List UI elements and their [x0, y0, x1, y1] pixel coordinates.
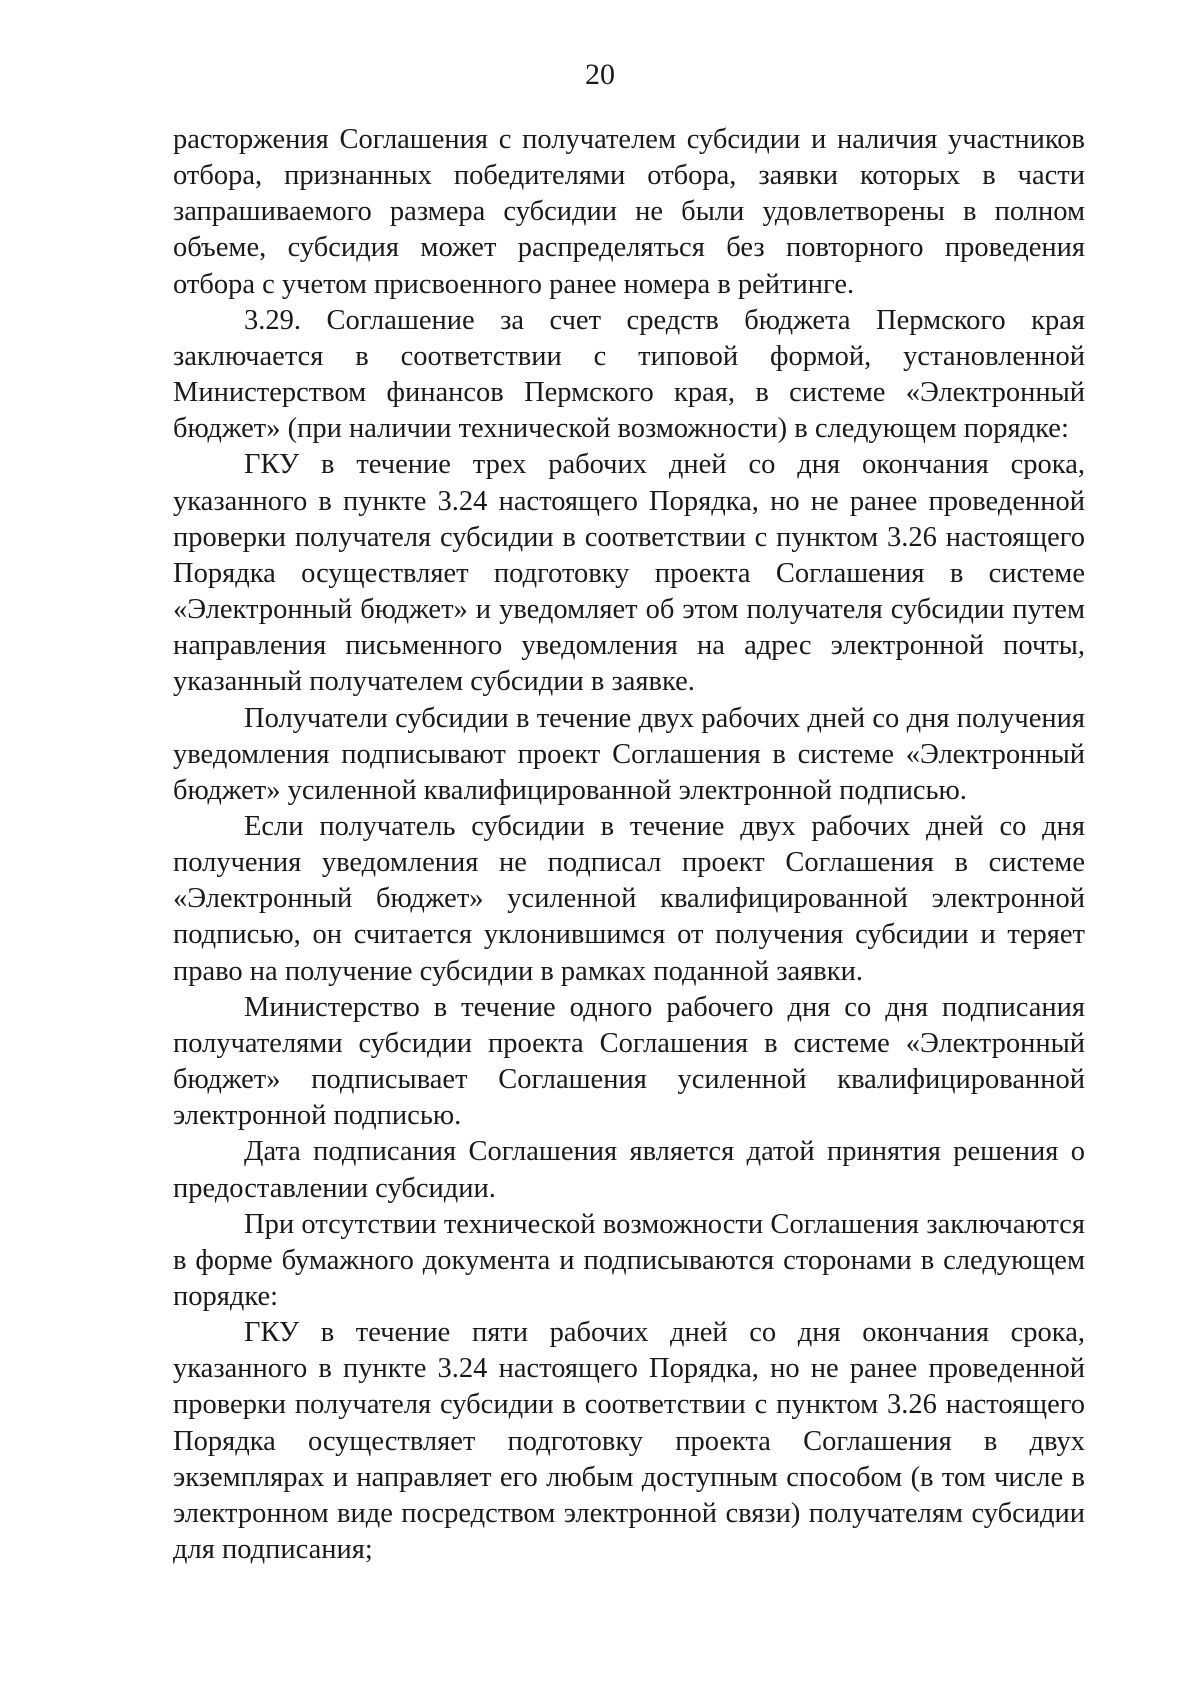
paragraph: 3.29. Соглашение за счет средств бюджета Пермского края заключается в соответствии с типовой формой, установленной Министерством финансов Пермского края, в системе «Электронный бюджет» (при наличии технической возможности) в следующем порядке:	[173, 304, 1085, 445]
paragraph: ГКУ в течение пяти рабочих дней со дня окончания срока, указанного в пункте 3.24 настоящего Порядка, но не ранее проведенной проверки получателя субсидии в соответствии с пунктом 3.26 настоящего Порядка осуществляет подготовку проекта Соглашения в двух экземплярах и направляет его любым доступным способом (в том числе в электронном виде посредством электронной связи) получателям субсидии для подписания;	[173, 1317, 1085, 1566]
paragraph: ГКУ в течение трех рабочих дней со дня окончания срока, указанного в пункте 3.24 настоящего Порядка, но не ранее проведенной проверки получателя субсидии в соответствии с пунктом 3.26 настоящего Порядка осуществляет подготовку проекта Соглашения в системе «Электронный бюджет» и уведомляет об этом получателя субсидии путем направления письменного уведомления на адрес электронной почты, указанный получателем субсидии в заявке.	[173, 449, 1085, 698]
paragraph: расторжения Соглашения с получателем субсидии и наличия участников отбора, признанных победителями отбора, заявки которых в части запрашиваемого размера субсидии не были удовлетворены в полном объеме, субсидия может распределяться без повторного проведения отбора с учетом присвоенного ранее номера в рейтинге.	[173, 124, 1085, 300]
paragraph: Дата подписания Соглашения является датой принятия решения о предоставлении субсидии.	[173, 1136, 1085, 1204]
paragraph: Получатели субсидии в течение двух рабочих дней со дня получения уведомления подписывают проект Соглашения в системе «Электронный бюджет» усиленной квалифицированной электронной подписью.	[173, 702, 1085, 806]
document-body	[173, 122, 1085, 1568]
paragraph: Если получатель субсидии в течение двух рабочих дней со дня получения уведомления не подписал проект Соглашения в системе «Электронный бюджет» усиленной квалифицированной электронной подписью, он считается уклонившимся от получения субсидии и теряет право на получение субсидии в рамках поданной заявки.	[173, 810, 1085, 987]
paragraph: Министерство в течение одного рабочего дня со дня подписания получателями субсидии проекта Соглашения в системе «Электронный бюджет» подписывает Соглашения усиленной квалифицированной электронной подписью.	[173, 991, 1085, 1132]
paragraph: При отсутствии технической возможности Соглашения заключаются в форме бумажного документа и подписываются сторонами в следующем порядке:	[173, 1208, 1085, 1312]
page-number: 20	[585, 58, 615, 91]
